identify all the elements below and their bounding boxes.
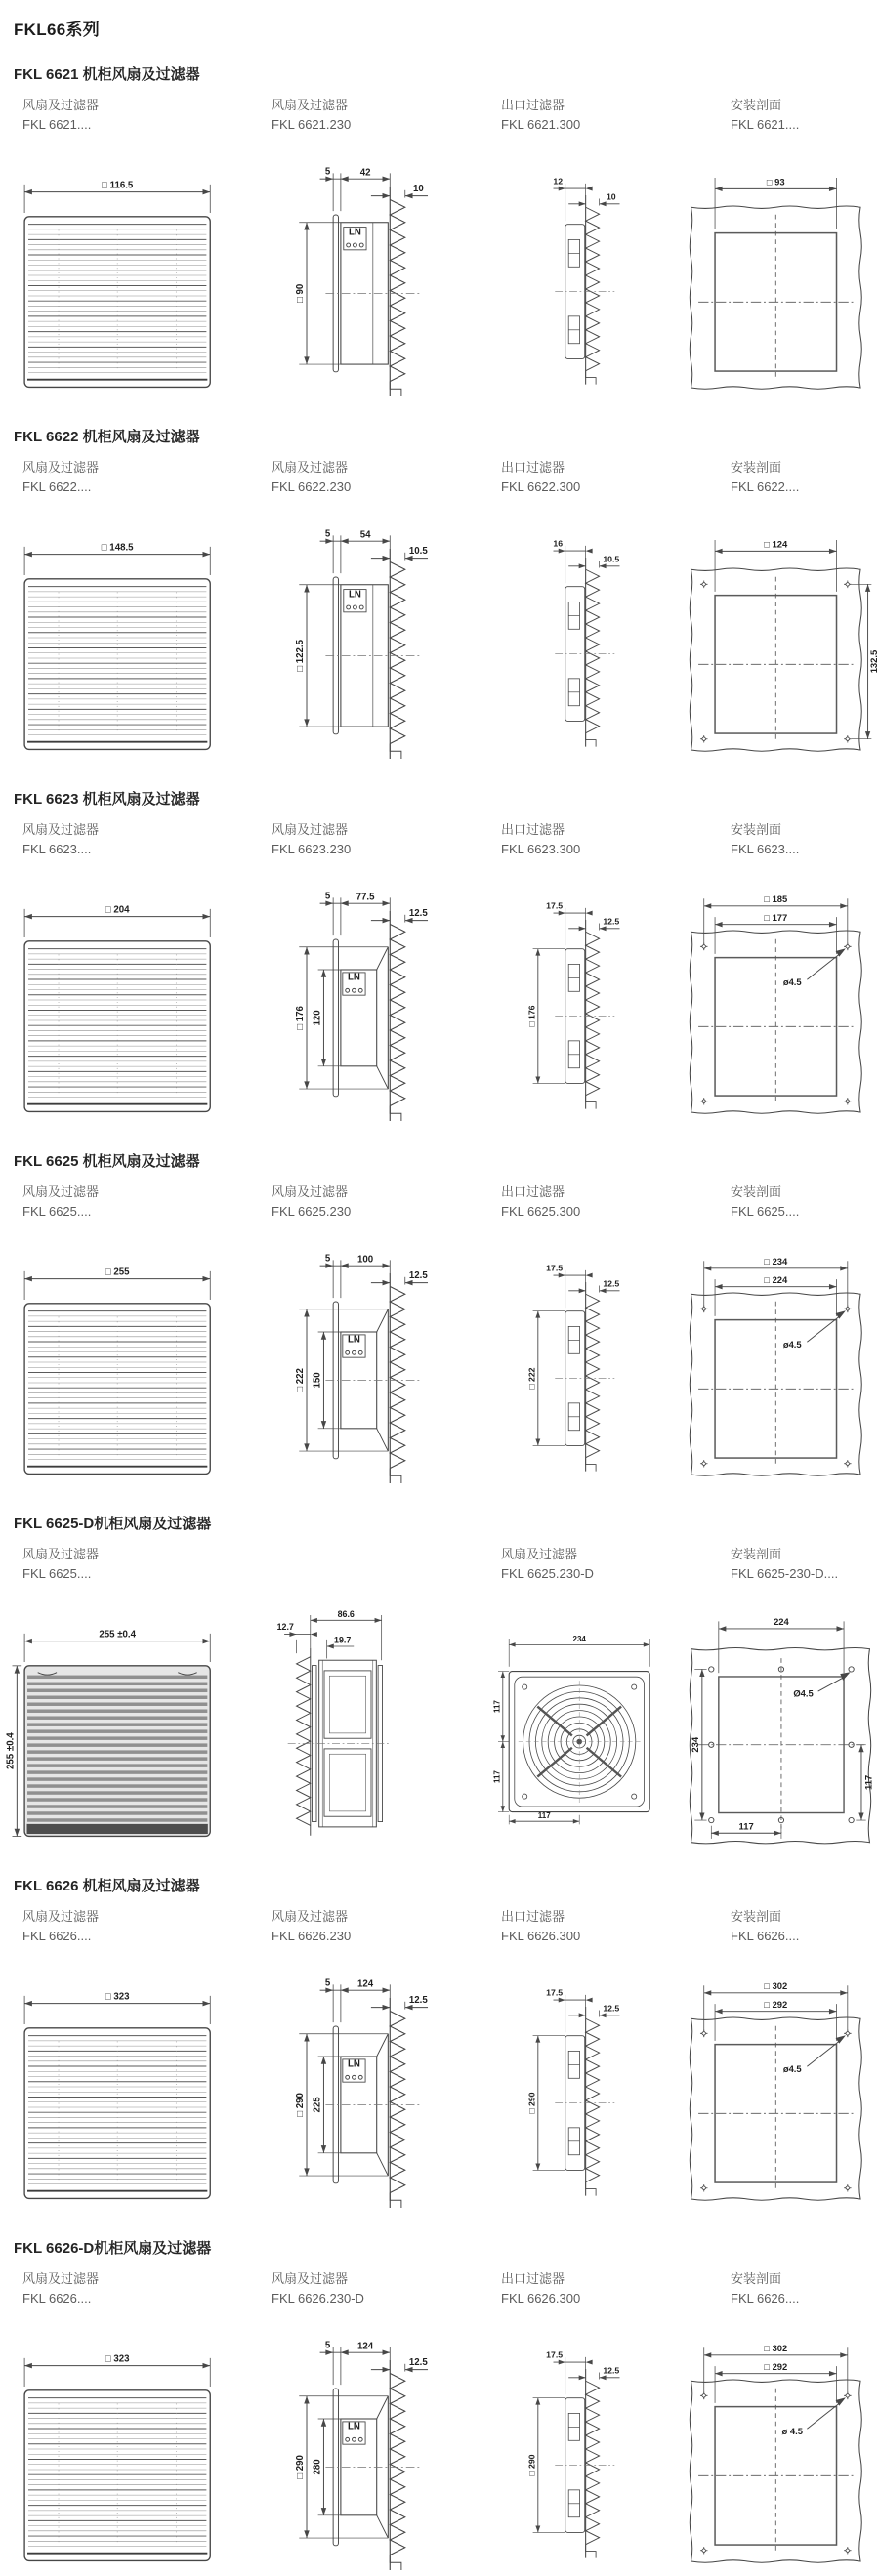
svg-text:□ 116.5: □ 116.5 [102, 180, 134, 191]
drawing-cell [244, 458, 469, 765]
column-model-label: FKL 6626.300 [501, 2290, 581, 2306]
svg-text:12.5: 12.5 [408, 1269, 428, 1281]
svg-text:12.5: 12.5 [603, 1278, 620, 1289]
column-model-label: FKL 6626.230 [272, 1928, 352, 1943]
svg-text:10.5: 10.5 [603, 554, 620, 564]
column-type-label: 风扇及过滤器 [22, 822, 100, 837]
column-label-block [244, 1183, 469, 1226]
column-label-block [674, 2269, 879, 2312]
section-title: FKL 6625-D机柜风扇及过滤器 [14, 1516, 212, 1532]
svg-text:□ 290: □ 290 [526, 2092, 537, 2114]
column-type-label: 安装剖面 [731, 1547, 782, 1561]
section-grid [0, 1545, 879, 1851]
column-type-label: 出口过滤器 [501, 822, 565, 837]
column-type-label: 风扇及过滤器 [272, 1909, 349, 1924]
column-label-block [674, 458, 879, 501]
column-label-block [0, 1183, 244, 1226]
column-type-label: 出口过滤器 [501, 2271, 565, 2286]
svg-text:12.5: 12.5 [603, 916, 620, 927]
svg-text:□ 185: □ 185 [764, 893, 788, 905]
column-model-label: FKL 6623.230 [272, 841, 352, 856]
column-model-label: FKL 6622.300 [501, 478, 581, 494]
svg-text:86.6: 86.6 [337, 1608, 355, 1619]
drawing-cell [674, 1545, 879, 1851]
column-type-label: 出口过滤器 [501, 460, 565, 475]
column-label-block [244, 2269, 469, 2312]
drawing-side [244, 1960, 469, 2214]
svg-text:□ 122.5: □ 122.5 [295, 640, 307, 672]
svg-text:Ø4.5: Ø4.5 [793, 1687, 814, 1699]
column-model-label: FKL 6626.230-D [272, 2290, 364, 2306]
column-type-label: 出口过滤器 [501, 1909, 565, 1924]
drawing-cell [469, 1183, 674, 1489]
column-type-label: 风扇及过滤器 [22, 1909, 100, 1924]
svg-text:□ 302: □ 302 [764, 2343, 788, 2354]
column-label-block [469, 96, 674, 139]
column-model-label: FKL 6623.... [731, 841, 800, 856]
front-drawing [6, 1235, 240, 1489]
svg-text:17.5: 17.5 [546, 1263, 564, 1273]
column-label-block [0, 96, 244, 139]
column-model-label: FKL 6626.... [22, 2290, 92, 2306]
svg-text:255 ±0.4: 255 ±0.4 [5, 1732, 17, 1769]
front-drawing [6, 873, 240, 1127]
cutout-drawing [684, 148, 877, 402]
svg-text:54: 54 [359, 529, 371, 541]
column-model-label: FKL 6625-230-D.... [731, 1565, 839, 1581]
svg-text:LN: LN [348, 589, 361, 601]
svg-text:□ 177: □ 177 [764, 911, 788, 923]
drawing-cell [469, 458, 674, 765]
drawing-front-dark [0, 1598, 244, 1851]
svg-text:□ 204: □ 204 [105, 904, 130, 916]
svg-text:12.5: 12.5 [408, 1994, 428, 2006]
column-label-block [469, 1545, 674, 1588]
svg-text:12: 12 [553, 176, 564, 187]
drawing-fanfront [469, 1598, 674, 1851]
catalog-page [0, 16, 879, 2576]
svg-text:□ 302: □ 302 [764, 1980, 788, 1992]
svg-text:□ 255: □ 255 [105, 1267, 130, 1278]
drawing-cell [0, 820, 244, 1127]
drawing-cell [0, 458, 244, 765]
column-model-label: FKL 6623.300 [501, 841, 581, 856]
drawing-side [244, 2322, 469, 2576]
column-type-label: 安装剖面 [731, 1184, 782, 1199]
column-type-label: 风扇及过滤器 [501, 1547, 578, 1561]
svg-text:□ 93: □ 93 [766, 176, 785, 187]
section-grid [0, 1907, 879, 2214]
column-type-label: 风扇及过滤器 [22, 460, 100, 475]
svg-text:□ 292: □ 292 [764, 1998, 788, 2010]
drawing-cutout [674, 511, 879, 765]
svg-text:225: 225 [312, 2097, 323, 2113]
svg-text:120: 120 [312, 1010, 323, 1026]
svg-text:□ 222: □ 222 [526, 1367, 537, 1390]
column-label-block [674, 1545, 879, 1588]
column-label-block [244, 820, 469, 863]
column-label-block [674, 1907, 879, 1950]
drawing-cutout [674, 1235, 879, 1489]
section-title: FKL 6621 机柜风扇及过滤器 [14, 66, 200, 83]
column-label-block [0, 1545, 244, 1588]
svg-text:132.5: 132.5 [868, 649, 879, 674]
drawing-outlet [469, 873, 674, 1127]
front-dark-drawing [6, 1598, 240, 1851]
column-model-label: FKL 6625.... [22, 1565, 92, 1581]
column-model-label: FKL 6621.... [22, 116, 92, 132]
model-section [0, 2237, 879, 2576]
svg-text:□ 323: □ 323 [105, 1991, 130, 2003]
outlet-drawing [490, 1960, 656, 2214]
svg-text:117: 117 [862, 1774, 874, 1790]
side-drawing [246, 873, 459, 1127]
svg-text:117: 117 [537, 1811, 551, 1820]
svg-text:□ 148.5: □ 148.5 [101, 542, 134, 554]
svg-text:ø 4.5: ø 4.5 [781, 2425, 803, 2436]
drawing-cell [674, 2269, 879, 2576]
side-drawing [246, 511, 459, 765]
column-label-block [244, 1545, 469, 1588]
drawing-side [244, 1235, 469, 1489]
fanfront-drawing [490, 1598, 666, 1851]
model-section [0, 1875, 879, 2214]
column-model-label: FKL 6622.... [22, 478, 92, 494]
svg-text:□ 90: □ 90 [295, 283, 307, 304]
side-drawing [246, 1235, 459, 1489]
side-drawing [246, 1960, 459, 2214]
drawing-cell [244, 2269, 469, 2576]
drawing-cutout [674, 1960, 879, 2214]
svg-text:ø4.5: ø4.5 [782, 976, 802, 987]
drawing-front [0, 148, 244, 402]
drawing-side [244, 511, 469, 765]
svg-text:□ 290: □ 290 [526, 2454, 537, 2476]
column-label-block [469, 2269, 674, 2312]
column-label-block [469, 1183, 674, 1226]
outlet-drawing [490, 2322, 656, 2576]
section-title: FKL 6625 机柜风扇及过滤器 [14, 1153, 200, 1170]
svg-text:□ 224: □ 224 [764, 1273, 788, 1285]
svg-text:5: 5 [324, 1977, 331, 1989]
drawing-cell [469, 2269, 674, 2576]
column-model-label: FKL 6625.... [731, 1203, 800, 1219]
svg-text:117: 117 [492, 1770, 502, 1784]
svg-text:□ 290: □ 290 [295, 2093, 307, 2117]
drawing-front [0, 2322, 244, 2576]
sections-container [0, 63, 879, 2576]
column-label-block [244, 458, 469, 501]
model-section [0, 1513, 879, 1851]
column-type-label: 风扇及过滤器 [272, 460, 349, 475]
drawing-cutout [674, 2322, 879, 2576]
drawing-cell [674, 96, 879, 402]
svg-text:12.5: 12.5 [603, 2003, 620, 2014]
column-type-label: 安装剖面 [731, 460, 782, 475]
drawing-cell [674, 820, 879, 1127]
drawing-front [0, 511, 244, 765]
drawing-cell [0, 2269, 244, 2576]
drawing-cell [244, 1907, 469, 2214]
column-type-label: 风扇及过滤器 [272, 98, 349, 112]
svg-text:12.5: 12.5 [603, 2365, 620, 2376]
drawing-outlet [469, 1235, 674, 1489]
drawing-side-d [244, 1598, 469, 1851]
section-grid [0, 2269, 879, 2576]
drawing-outlet [469, 2322, 674, 2576]
drawing-cutout [674, 148, 879, 402]
svg-text:□ 176: □ 176 [526, 1005, 537, 1027]
drawing-side [244, 148, 469, 402]
drawing-cell [469, 1545, 674, 1851]
cutout-drawing [684, 1960, 877, 2214]
svg-text:5: 5 [324, 1253, 331, 1265]
svg-text:255 ±0.4: 255 ±0.4 [99, 1629, 136, 1641]
svg-text:□ 124: □ 124 [764, 538, 788, 550]
model-section [0, 788, 879, 1127]
svg-text:12.7: 12.7 [276, 1622, 294, 1633]
drawing-cell [0, 96, 244, 402]
drawing-cell [469, 96, 674, 402]
outlet-drawing [490, 148, 656, 402]
section-grid [0, 96, 879, 402]
drawing-front [0, 873, 244, 1127]
svg-text:LN: LN [348, 227, 361, 238]
svg-text:19.7: 19.7 [334, 1635, 352, 1645]
cutout-drawing [684, 1235, 877, 1489]
svg-text:5: 5 [324, 2340, 331, 2351]
column-model-label: FKL 6625.230 [272, 1203, 352, 1219]
svg-text:42: 42 [359, 167, 371, 179]
column-label-block [674, 820, 879, 863]
model-section [0, 426, 879, 765]
section-title: FKL 6623 机柜风扇及过滤器 [14, 791, 200, 808]
svg-text:16: 16 [553, 538, 564, 549]
section-title: FKL 6626-D机柜风扇及过滤器 [14, 2240, 212, 2257]
svg-text:12.5: 12.5 [408, 2356, 428, 2368]
column-type-label: 安装剖面 [731, 822, 782, 837]
column-label-block [674, 1183, 879, 1226]
svg-text:10.5: 10.5 [408, 545, 428, 557]
cutout-drawing [684, 873, 877, 1127]
column-type-label: 风扇及过滤器 [22, 1547, 100, 1561]
section-grid [0, 820, 879, 1127]
column-type-label: 风扇及过滤器 [22, 2271, 100, 2286]
svg-text:10: 10 [606, 191, 616, 202]
svg-text:LN: LN [348, 1334, 360, 1346]
column-model-label: FKL 6625.300 [501, 1203, 581, 1219]
column-label-block [244, 96, 469, 139]
svg-text:□ 323: □ 323 [105, 2353, 130, 2365]
side-drawing [246, 2322, 459, 2576]
drawing-cell [244, 96, 469, 402]
drawing-front [0, 1235, 244, 1489]
svg-text:□ 290: □ 290 [295, 2455, 307, 2479]
svg-text:ø4.5: ø4.5 [782, 1338, 802, 1350]
svg-text:LN: LN [348, 972, 360, 983]
column-model-label: FKL 6622.230 [272, 478, 352, 494]
column-model-label: FKL 6623.... [22, 841, 92, 856]
drawing-cell [469, 820, 674, 1127]
svg-text:12.5: 12.5 [408, 907, 428, 919]
drawing-cell [0, 1907, 244, 2214]
svg-text:224: 224 [774, 1616, 789, 1628]
svg-text:10: 10 [412, 183, 424, 194]
svg-text:LN: LN [348, 2421, 360, 2432]
svg-text:5: 5 [324, 166, 331, 178]
column-type-label: 风扇及过滤器 [22, 1184, 100, 1199]
column-type-label: 出口过滤器 [501, 98, 565, 112]
svg-text:124: 124 [357, 2341, 374, 2352]
column-label-block [469, 1907, 674, 1950]
column-type-label: 安装剖面 [731, 98, 782, 112]
page-title: FKL66系列 [14, 21, 101, 39]
column-label-block [674, 96, 879, 139]
column-model-label: FKL 6625.230-D [501, 1565, 594, 1581]
column-type-label: 安装剖面 [731, 2271, 782, 2286]
column-model-label: FKL 6621.... [731, 116, 800, 132]
svg-text:280: 280 [312, 2459, 323, 2475]
cutout-d-drawing [684, 1598, 877, 1851]
outlet-drawing [490, 511, 656, 765]
column-model-label: FKL 6626.300 [501, 1928, 581, 1943]
drawing-outlet [469, 1960, 674, 2214]
drawing-cutout [674, 873, 879, 1127]
drawing-cell [244, 1183, 469, 1489]
svg-text:LN: LN [348, 2058, 360, 2070]
svg-text:□ 176: □ 176 [295, 1006, 307, 1030]
svg-text:117: 117 [738, 1820, 754, 1832]
drawing-cell [244, 820, 469, 1127]
svg-text:5: 5 [324, 891, 331, 902]
svg-text:234: 234 [572, 1635, 586, 1644]
svg-text:5: 5 [324, 528, 331, 540]
svg-text:□ 292: □ 292 [764, 2360, 788, 2372]
side-drawing [246, 148, 459, 402]
section-title: FKL 6626 机柜风扇及过滤器 [14, 1878, 200, 1894]
svg-text:117: 117 [492, 1700, 502, 1714]
front-drawing [6, 148, 240, 402]
column-model-label: FKL 6626.... [22, 1928, 92, 1943]
drawing-cell [469, 1907, 674, 2214]
column-type-label: 风扇及过滤器 [22, 98, 100, 112]
svg-text:17.5: 17.5 [546, 900, 564, 911]
section-grid [0, 458, 879, 765]
drawing-front [0, 1960, 244, 2214]
column-model-label: FKL 6626.... [731, 2290, 800, 2306]
column-model-label: FKL 6622.... [731, 478, 800, 494]
column-model-label: FKL 6626.... [731, 1928, 800, 1943]
drawing-cell [0, 1545, 244, 1851]
cutout-drawing [684, 2322, 877, 2576]
column-label-block [0, 458, 244, 501]
drawing-cell [0, 1183, 244, 1489]
svg-text:□ 234: □ 234 [764, 1256, 788, 1267]
outlet-drawing [490, 1235, 656, 1489]
column-label-block [0, 2269, 244, 2312]
column-label-block [0, 1907, 244, 1950]
svg-text:17.5: 17.5 [546, 2349, 564, 2360]
column-label-block [469, 458, 674, 501]
svg-text:150: 150 [312, 1372, 323, 1389]
front-drawing [6, 2322, 240, 2576]
svg-text:234: 234 [690, 1736, 701, 1753]
column-type-label: 安装剖面 [731, 1909, 782, 1924]
column-type-label: 风扇及过滤器 [272, 2271, 349, 2286]
column-label-block [244, 1907, 469, 1950]
column-model-label: FKL 6625.... [22, 1203, 92, 1219]
svg-text:100: 100 [357, 1254, 374, 1266]
svg-text:ø4.5: ø4.5 [782, 2062, 802, 2074]
svg-text:77.5: 77.5 [356, 892, 375, 903]
section-grid [0, 1183, 879, 1489]
column-type-label: 出口过滤器 [501, 1184, 565, 1199]
drawing-cell [674, 1183, 879, 1489]
drawing-cell [674, 458, 879, 765]
drawing-cell [674, 1907, 879, 2214]
outlet-drawing [490, 873, 656, 1127]
drawing-outlet [469, 511, 674, 765]
cutout-drawing [684, 511, 877, 765]
svg-text:17.5: 17.5 [546, 1987, 564, 1998]
drawing-outlet [469, 148, 674, 402]
model-section [0, 1150, 879, 1489]
drawing-side [244, 873, 469, 1127]
drawing-cutout-d [674, 1598, 879, 1851]
drawing-cell [244, 1545, 469, 1851]
side-d-drawing [246, 1598, 441, 1851]
column-type-label: 风扇及过滤器 [272, 1184, 349, 1199]
model-section [0, 63, 879, 402]
column-model-label: FKL 6621.300 [501, 116, 581, 132]
front-drawing [6, 511, 240, 765]
column-model-label: FKL 6621.230 [272, 116, 352, 132]
svg-text:□ 222: □ 222 [295, 1368, 307, 1392]
column-type-label: 风扇及过滤器 [272, 822, 349, 837]
column-label-block [0, 820, 244, 863]
column-label-block [469, 820, 674, 863]
svg-text:124: 124 [357, 1978, 374, 1990]
section-title: FKL 6622 机柜风扇及过滤器 [14, 429, 200, 445]
front-drawing [6, 1960, 240, 2214]
